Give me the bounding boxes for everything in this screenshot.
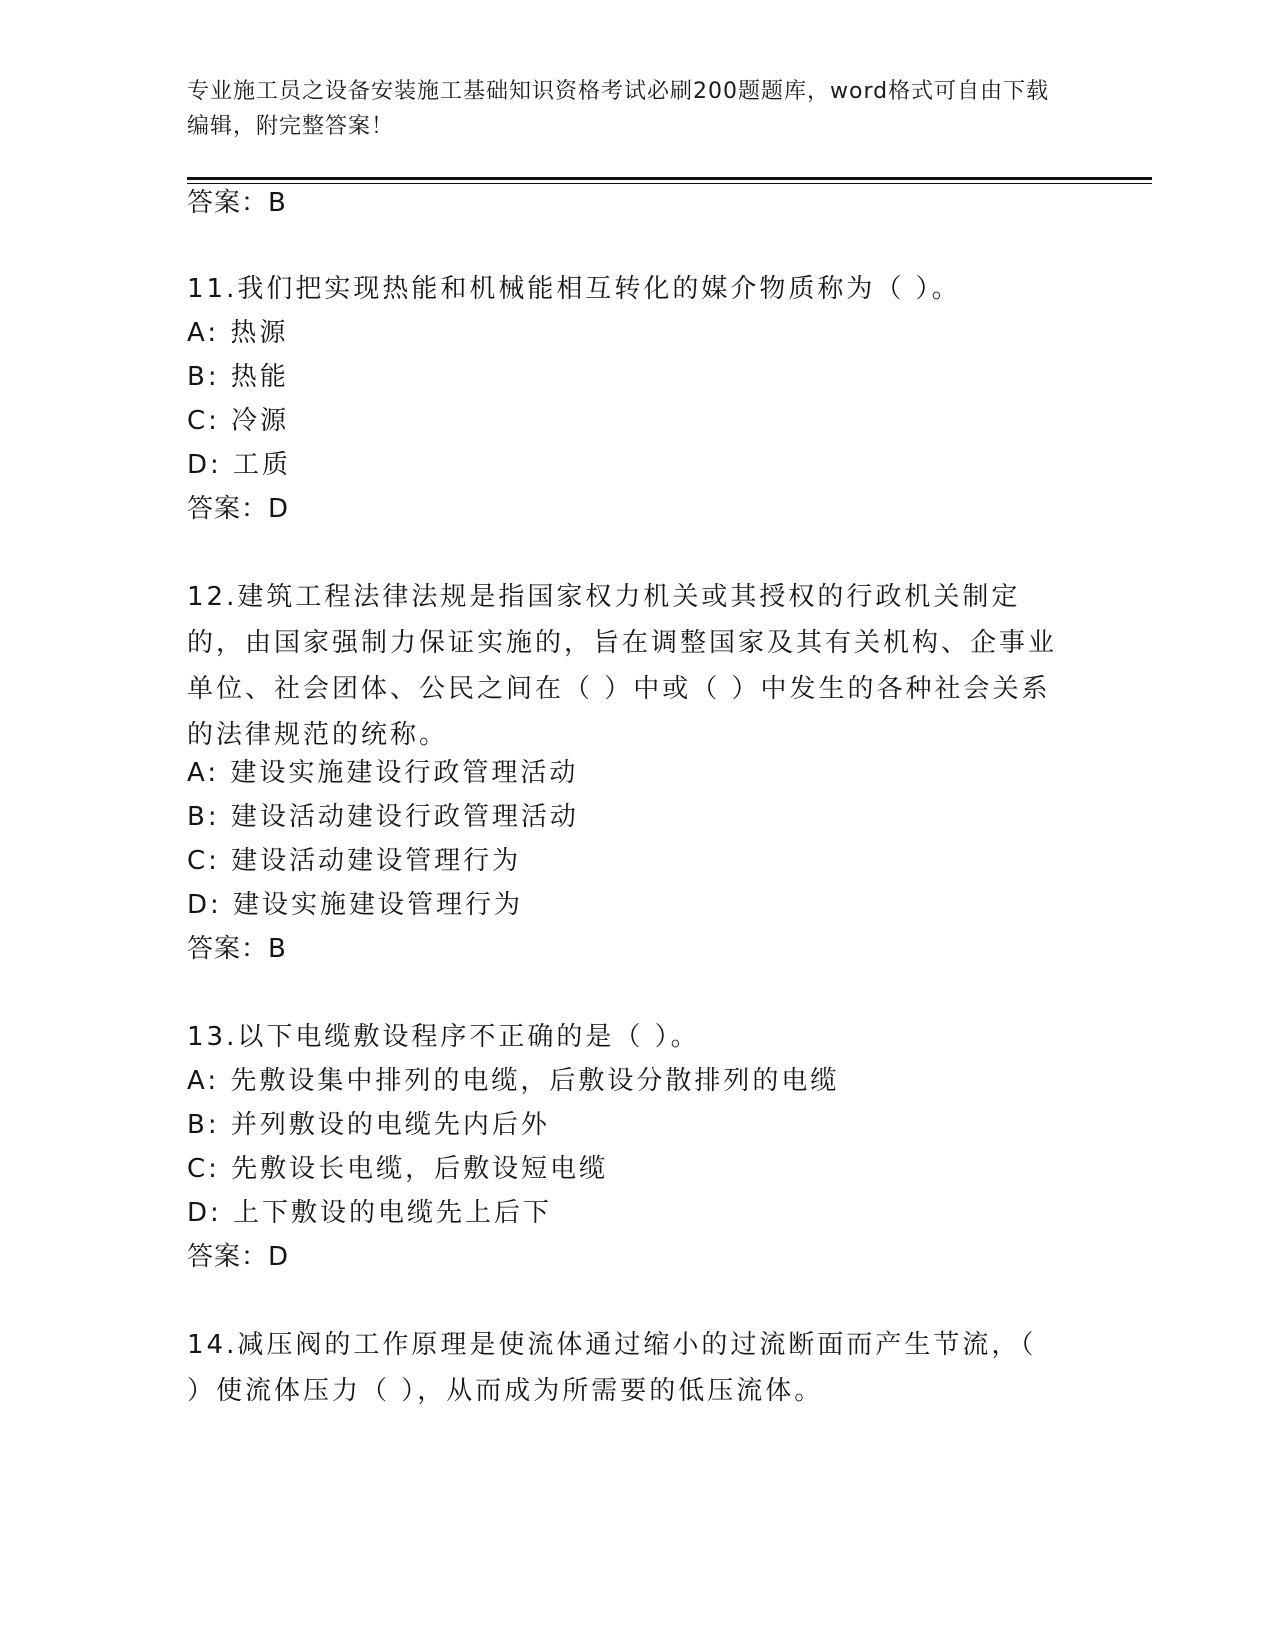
question-13-option-d: D: 上下敷设的电缆先上后下 — [187, 1198, 553, 1228]
question-13-option-c: C: 先敷设长电缆，后敷设短电缆 — [187, 1154, 609, 1184]
header-divider-thick — [187, 177, 1152, 180]
question-11-stem: 11.我们把实现热能和机械能相互转化的媒介物质称为（ ）。 — [187, 274, 961, 304]
question-13-stem: 13.以下电缆敷设程序不正确的是（ ）。 — [187, 1022, 700, 1052]
question-14-stem: 14.减压阀的工作原理是使流体通过缩小的过流断面而产生节流，（ ）使流体压力（ ），从而成为所需要的低压流体。 — [187, 1330, 1037, 1406]
question-13-option-b: B: 并列敷设的电缆先内后外 — [187, 1110, 550, 1140]
question-13-answer: 答案：D — [187, 1242, 290, 1272]
previous-answer: 答案：B — [187, 188, 287, 218]
header-divider-thin — [187, 183, 1152, 184]
question-12-answer: 答案：B — [187, 934, 287, 964]
question-12-stem: 12.建筑工程法律法规是指国家权力机关或其授权的行政机关制定的，由国家强制力保证实施的，旨在调整国家及其有关机构、企事业单位、社会团体、公民之间在（ ）中或（ ）中发生的各种社会关系的法律规范的统称。 — [187, 582, 1058, 750]
question-11-option-c: C: 冷源 — [187, 406, 290, 436]
question-11-option-d: D: 工质 — [187, 450, 292, 480]
question-11-option-b: B: 热能 — [187, 362, 289, 392]
question-12-option-d: D: 建设实施建设管理行为 — [187, 890, 524, 920]
question-13-option-a: A: 先敷设集中排列的电缆，后敷设分散排列的电缆 — [187, 1066, 840, 1096]
question-11-option-a: A: 热源 — [187, 318, 289, 348]
question-12-option-a: A: 建设实施建设行政管理活动 — [187, 758, 579, 788]
question-12-option-b: B: 建设活动建设行政管理活动 — [187, 802, 579, 832]
question-12-option-c: C: 建设活动建设管理行为 — [187, 846, 522, 876]
document-header: 专业施工员之设备安装施工基础知识资格考试必刷200题题库，word格式可自由下载编辑，附完整答案！ — [187, 79, 1050, 139]
question-11-answer: 答案：D — [187, 494, 290, 524]
